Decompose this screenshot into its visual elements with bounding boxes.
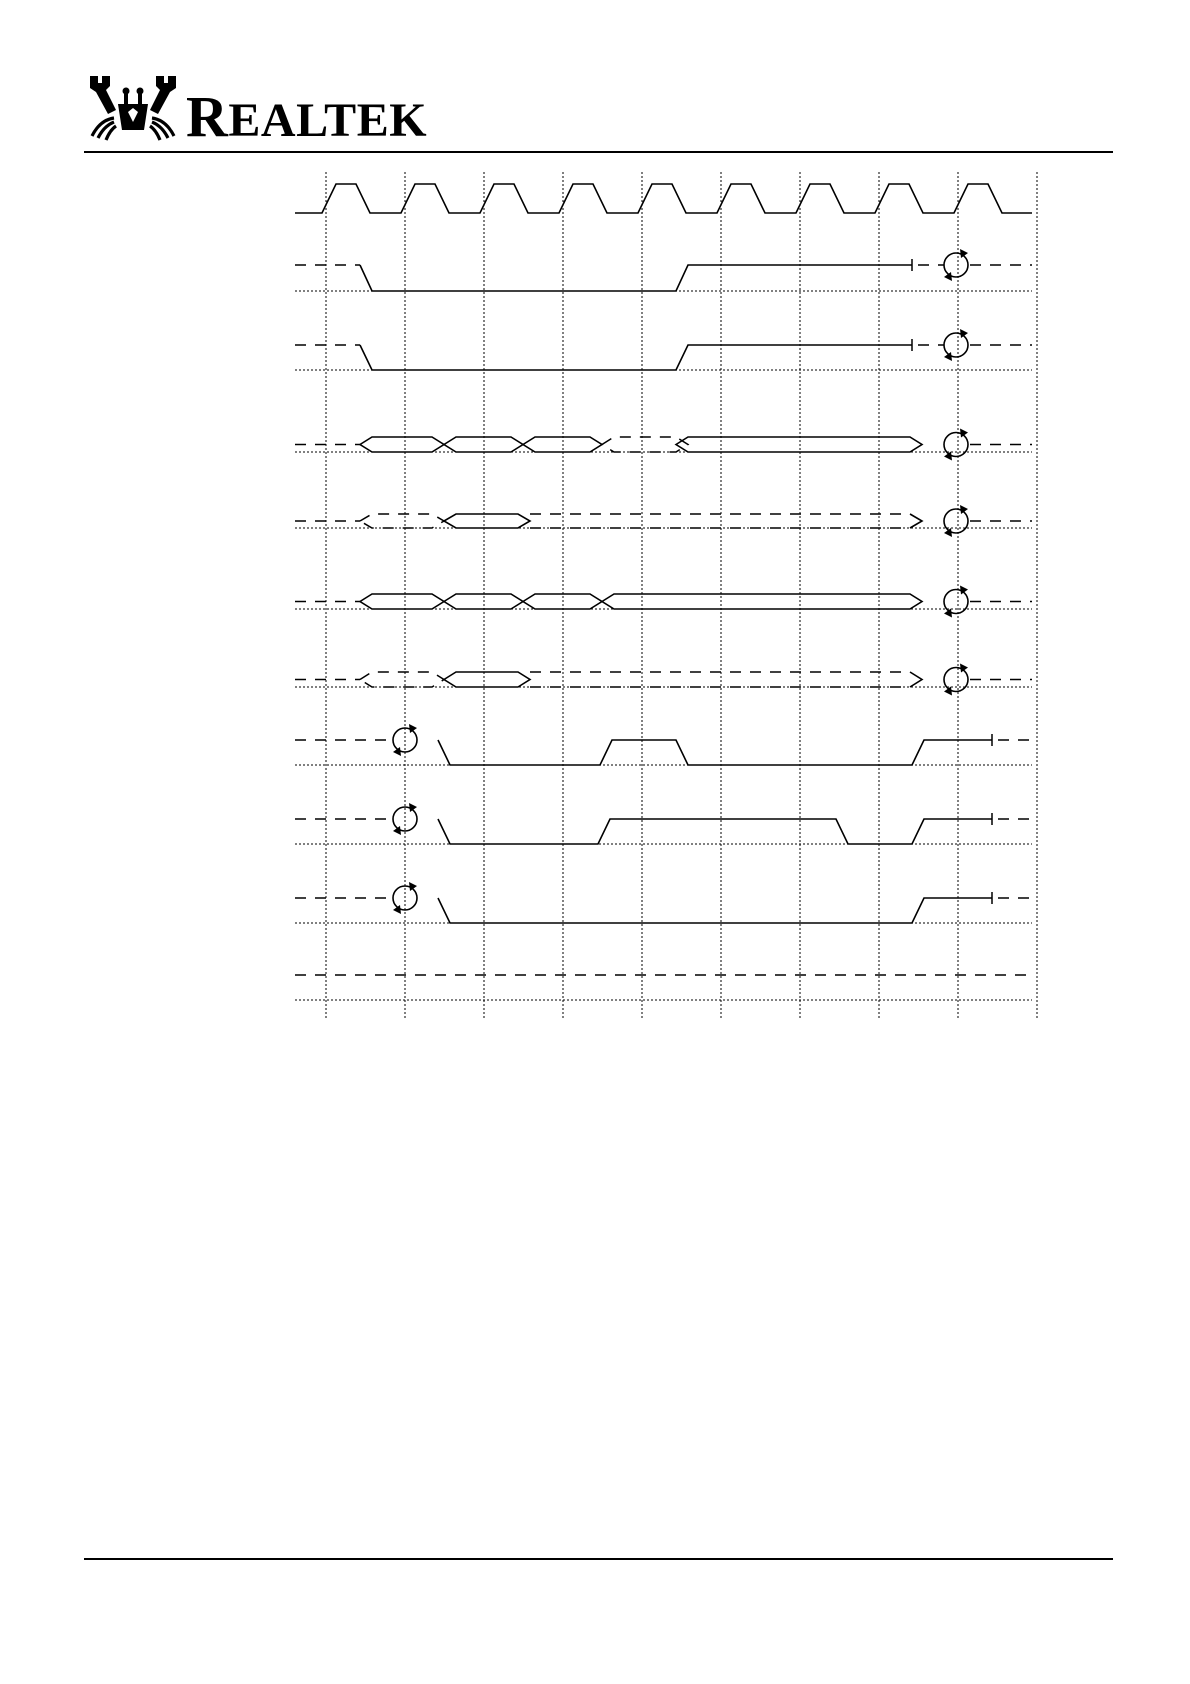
bus-float xyxy=(530,672,910,687)
clock-waveform xyxy=(295,184,1032,213)
bus-end xyxy=(910,514,922,528)
bus-cycle xyxy=(444,514,530,528)
bus-cycle xyxy=(676,437,922,452)
signal-waveform xyxy=(438,819,992,844)
footer-rule xyxy=(84,1558,1113,1560)
bus-cycle xyxy=(360,514,444,528)
bus-cycle xyxy=(360,437,444,452)
signal-waveform xyxy=(438,740,992,765)
bus-float xyxy=(530,514,910,528)
turnaround-icon xyxy=(944,249,968,281)
signal-waveform xyxy=(360,265,912,291)
bus-cycle xyxy=(360,594,444,609)
bus-cycle xyxy=(360,672,444,687)
turnaround-icon xyxy=(944,505,968,537)
turnaround-icon xyxy=(393,803,417,835)
brand-name: EALTEK xyxy=(228,94,428,147)
bus-end xyxy=(910,672,922,687)
turnaround-icon xyxy=(944,586,968,618)
bus-cycle xyxy=(444,672,530,687)
timing-waveforms xyxy=(295,184,1032,975)
timing-grid xyxy=(295,172,1037,1018)
turnaround-icon xyxy=(944,329,968,361)
signal-waveform xyxy=(438,898,992,923)
signal-waveform xyxy=(360,345,912,370)
bus-cycle xyxy=(602,594,922,609)
turnaround-icon xyxy=(944,664,968,696)
turnaround-icon xyxy=(944,429,968,461)
brand-initial: R xyxy=(186,84,229,149)
